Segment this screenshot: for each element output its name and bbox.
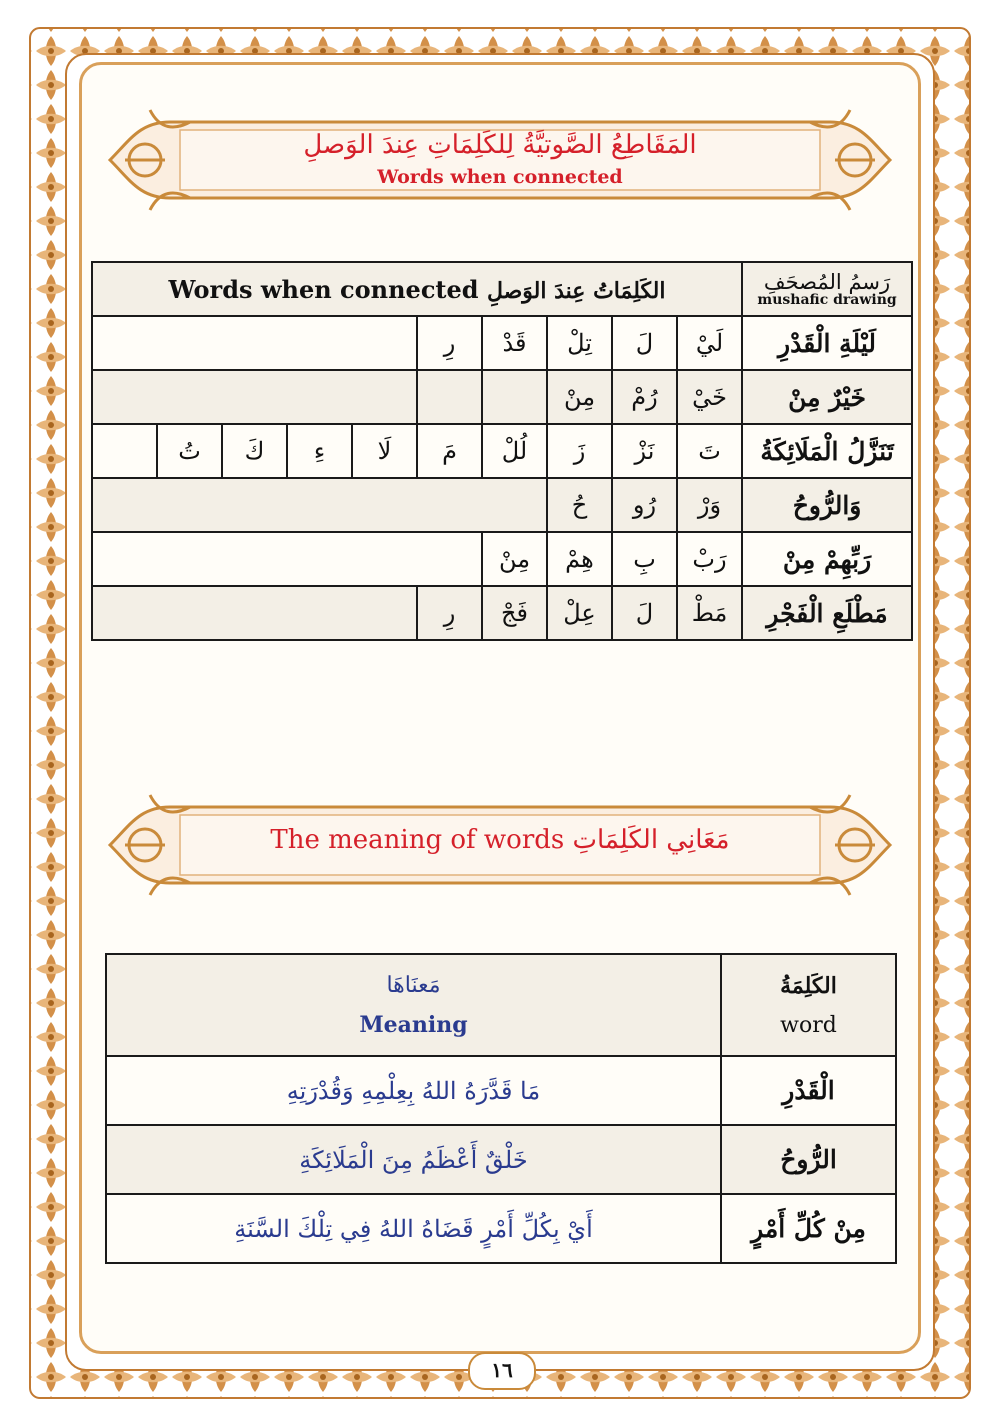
word-cell: مَطْلَعِ الْفَجْرِ [742,586,912,640]
word-cell: وَالرُّوحُ [742,478,912,532]
syllable-cell: مَطْ [677,586,742,640]
syllable-cell: رُو [612,478,677,532]
syllable-cell: مِنْ [482,532,547,586]
syllable-cell: هِمْ [547,532,612,586]
empty-cell [92,316,417,370]
word-cell: رَبِّهِمْ مِنْ [742,532,912,586]
syllable-cell: زَ [547,424,612,478]
syllables-table [91,261,913,641]
syllable-cell: قَدْ [482,316,547,370]
table-row [92,478,912,532]
banner-title-english: The meaning of words [270,825,565,855]
syllable-cell: تَ [677,424,742,478]
banner-title-english: Words when connected [377,166,623,188]
meaning-cell: مَا قَدَّرَهُ اللهُ بِعِلْمِهِ وَقُدْرَتِهِ [106,1056,721,1125]
table-row [92,370,912,424]
empty-cell [92,532,482,586]
header-meaning [106,954,721,1056]
word-cell: تَنَزَّلُ الْمَلَائِكَةُ [742,424,912,478]
table-row [92,316,912,370]
table-row [106,1125,896,1194]
banner-title-arabic: المَقَاطِعُ الصَّوتيَّةُ لِلكَلِمَاتِ عِندَ الوَصلِ [303,130,697,160]
header-meaning-ar: مَعنَاهَا [386,972,441,998]
syllable-cell: مِنْ [547,370,612,424]
syllable-cell: لُلْ [482,424,547,478]
header-word-ar: رَسمُ المُصحَفِ [763,269,891,294]
empty-cell [417,370,482,424]
header-word-en: word [780,1012,837,1038]
syllable-cell: تُ [157,424,222,478]
syllable-cell: مَ [417,424,482,478]
table-header-row [106,954,896,1056]
table-row [92,586,912,640]
table-row [92,532,912,586]
syllable-cell: بِ [612,532,677,586]
table-header-row [92,262,912,316]
page-number: ١٦ [468,1352,536,1390]
syllable-cell: لَ [612,316,677,370]
syllable-cell: وَرْ [677,478,742,532]
empty-cell [482,370,547,424]
word-cell: الْقَدْرِ [721,1056,896,1125]
section-banner-meanings [100,785,900,915]
syllable-cell: رَبْ [677,532,742,586]
syllable-cell: تِلْ [547,316,612,370]
meaning-cell: خَلْقٌ أَعْظَمُ مِنَ الْمَلَائِكَةِ [106,1125,721,1194]
header-connected-ar: الكَلِمَاتُ عِندَ الوَصلِ [486,277,666,304]
word-cell: خَيْرٌ مِنْ [742,370,912,424]
syllable-cell: حُ [547,478,612,532]
meaning-cell: أَيْ بِكُلِّ أَمْرٍ قَضَاهُ اللهُ فِي تِلْكَ السَّنَةِ [106,1194,721,1263]
banner-title-arabic: مَعَانِي الكَلِمَاتِ [572,825,730,855]
empty-cell [92,424,157,478]
syllable-cell: لَ [612,586,677,640]
banner-title [260,825,740,855]
syllable-cell: لَيْ [677,316,742,370]
empty-cell [92,478,547,532]
word-cell: لَيْلَةِ الْقَدْرِ [742,316,912,370]
table-row [106,1194,896,1263]
header-word [721,954,896,1056]
syllable-cell: فَجْ [482,586,547,640]
section-banner-syllables [100,100,900,230]
word-cell: مِنْ كُلِّ أَمْرٍ [721,1194,896,1263]
header-connected-en: Words when connected [168,274,479,304]
syllable-cell: عِلْ [547,586,612,640]
header-meaning-en: Meaning [359,1011,468,1038]
syllable-cell: لَا [352,424,417,478]
header-word-en: mushafic drawing [757,291,897,308]
meanings-table [105,953,897,1264]
table-row [92,424,912,478]
syllable-cell: رِ [417,586,482,640]
banner-ornament [100,100,900,230]
syllable-cell: نَزْ [612,424,677,478]
table-row [106,1056,896,1125]
syllable-cell: رِ [417,316,482,370]
empty-cell [92,370,417,424]
syllable-cell: خَيْ [677,370,742,424]
word-cell: الرُّوحُ [721,1125,896,1194]
syllable-cell: كَ [222,424,287,478]
header-mushafic-drawing [742,262,912,316]
header-word-ar: الكَلِمَةُ [780,972,837,999]
syllable-cell: رُمْ [612,370,677,424]
syllable-cell: ءِ [287,424,352,478]
empty-cell [92,586,417,640]
header-connected-words [92,262,742,316]
